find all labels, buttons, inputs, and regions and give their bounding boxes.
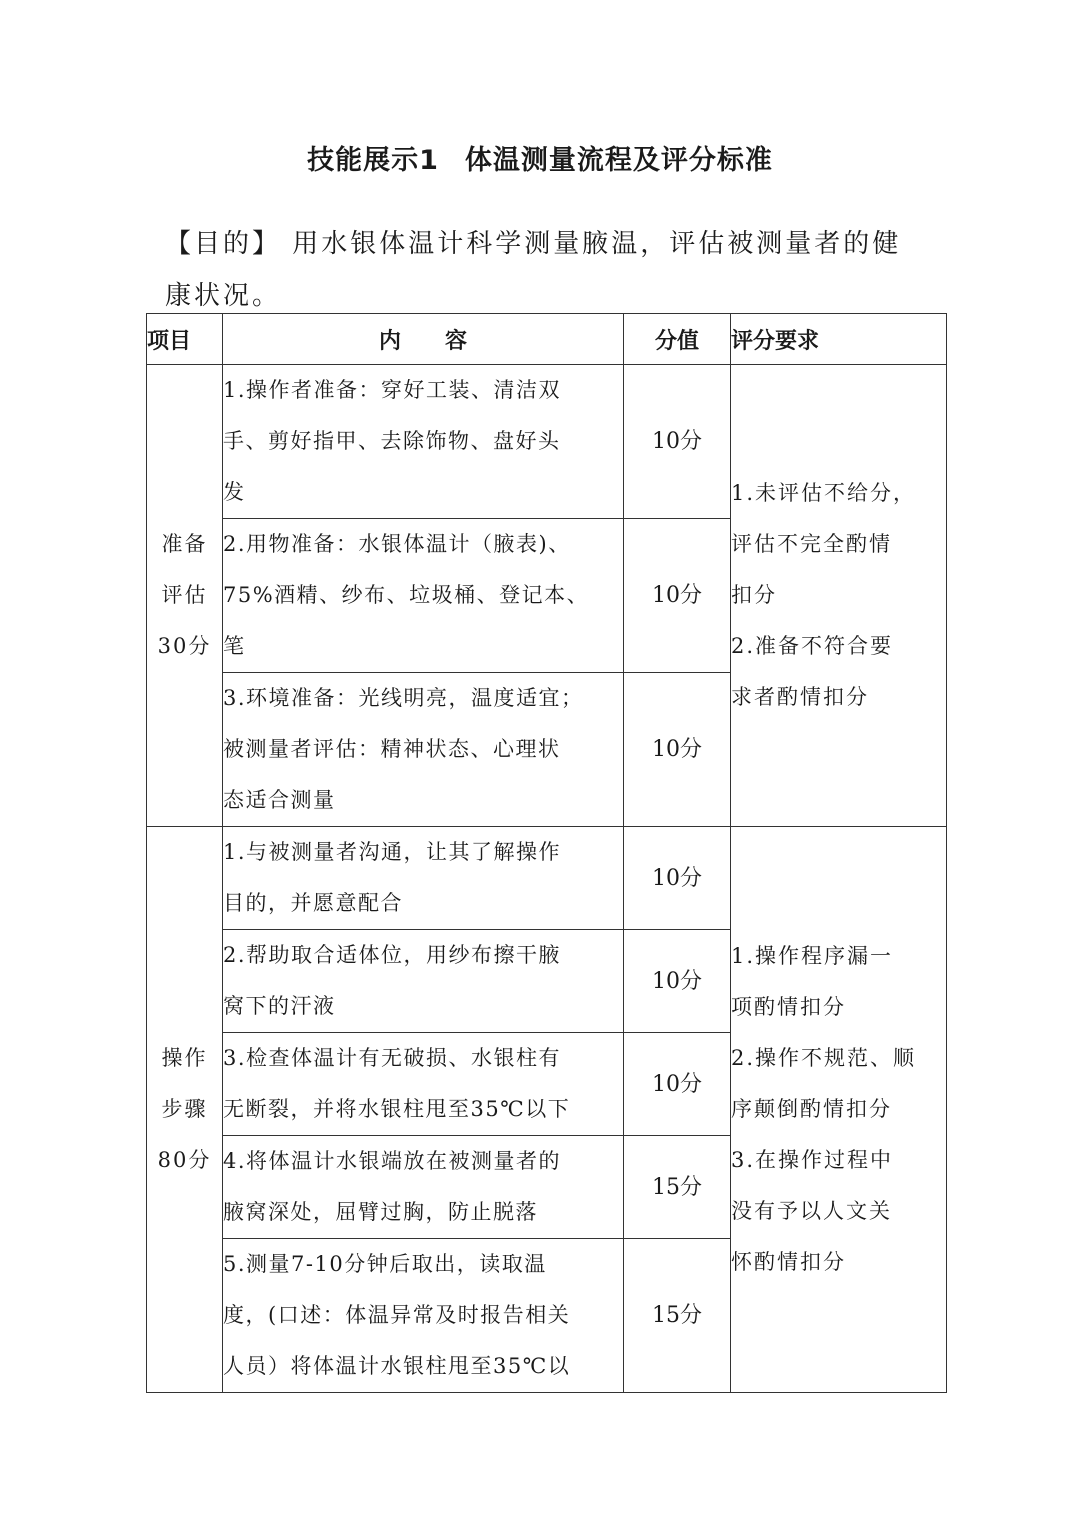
content-cell [223, 827, 624, 930]
score-cell: 10分 [624, 930, 731, 1033]
header-item: 项目 [147, 314, 223, 365]
content-line: 无断裂，并将水银柱甩至35℃以下 [223, 1097, 571, 1121]
requirement-line: 1.操作程序漏一 [731, 944, 894, 968]
content-cell [223, 1033, 624, 1136]
requirement-cell [731, 365, 947, 827]
requirement-line: 评估不完全酌情 [731, 532, 892, 556]
requirement-line: 扣分 [731, 583, 777, 607]
content-cell [223, 1136, 624, 1239]
table-header-row [147, 314, 947, 365]
content-cell [223, 930, 624, 1033]
requirement-line: 序颠倒酌情扣分 [731, 1097, 892, 1121]
score-cell: 15分 [624, 1136, 731, 1239]
content-line: 腋窝深处，屈臂过胸，防止脱落 [223, 1200, 538, 1224]
title-left: 技能展示1 [307, 145, 439, 176]
content-line: 手、剪好指甲、去除饰物、盘好头 [223, 429, 561, 453]
requirement-cell [731, 827, 947, 1393]
requirement-line: 1.未评估不给分， [731, 481, 917, 505]
content-line: 3.环境准备：光线明亮，温度适宜； [223, 686, 584, 710]
content-cell [223, 1239, 624, 1393]
category-line: 操作 [161, 1046, 208, 1070]
content-line: 人员）将体温计水银柱甩至35℃以 [223, 1354, 571, 1378]
content-line: 1.操作者准备：穿好工装、清洁双 [223, 378, 562, 402]
requirement-line: 3.在操作过程中 [731, 1148, 894, 1172]
requirement-line: 没有予以人文关 [731, 1199, 892, 1223]
content-cell [223, 365, 624, 519]
title-right: 体温测量流程及评分标准 [464, 145, 773, 176]
header-content: 内 容 [223, 314, 624, 365]
category-line: 80分 [157, 1148, 212, 1172]
table-row [147, 827, 947, 930]
purpose-paragraph [165, 218, 925, 322]
content-line: 目的，并愿意配合 [223, 891, 403, 915]
score-cell: 10分 [624, 827, 731, 930]
content-line: 窝下的汗液 [223, 994, 336, 1018]
content-cell [223, 673, 624, 827]
table-row [147, 365, 947, 519]
requirement-line: 2.操作不规范、顺 [731, 1046, 917, 1070]
content-line: 5.测量7-10分钟后取出，读取温 [223, 1252, 547, 1276]
score-cell: 10分 [624, 365, 731, 519]
category-line: 评估 [161, 583, 208, 607]
header-requirement: 评分要求 [731, 314, 947, 365]
content-line: 发 [223, 480, 246, 504]
content-line: 度，(口述：体温异常及时报告相关 [223, 1303, 571, 1327]
content-line: 4.将体温计水银端放在被测量者的 [223, 1149, 562, 1173]
header-score: 分值 [624, 314, 731, 365]
score-cell: 10分 [624, 519, 731, 673]
requirement-line: 2.准备不符合要 [731, 634, 894, 658]
score-cell: 10分 [624, 1033, 731, 1136]
requirement-line: 项酌情扣分 [731, 995, 846, 1019]
category-cell [147, 827, 223, 1393]
content-line: 3.检查体温计有无破损、水银柱有 [223, 1046, 562, 1070]
content-line: 2.帮助取合适体位，用纱布擦干腋 [223, 943, 562, 967]
scoring-table [146, 313, 947, 1393]
score-cell: 15分 [624, 1239, 731, 1393]
category-line: 步骤 [161, 1097, 208, 1121]
content-line: 被测量者评估：精神状态、心理状 [223, 737, 561, 761]
page-title [0, 138, 1080, 177]
score-cell: 10分 [624, 673, 731, 827]
requirement-line: 怀酌情扣分 [731, 1250, 846, 1274]
content-line: 2.用物准备：水银体温计（腋表)、 [223, 532, 571, 556]
content-cell [223, 519, 624, 673]
category-cell [147, 365, 223, 827]
category-line: 30分 [157, 634, 212, 658]
content-line: 态适合测量 [223, 788, 336, 812]
category-line: 准备 [161, 532, 208, 556]
content-line: 1.与被测量者沟通，让其了解操作 [223, 840, 562, 864]
requirement-line: 求者酌情扣分 [731, 685, 869, 709]
purpose-line-2: 康状况。 [165, 281, 282, 311]
purpose-line-1: 【目的】 用水银体温计科学测量腋温，评估被测量者的健 [165, 229, 902, 259]
content-line: 75%酒精、纱布、垃圾桶、登记本、 [223, 583, 590, 607]
content-line: 笔 [223, 634, 246, 658]
